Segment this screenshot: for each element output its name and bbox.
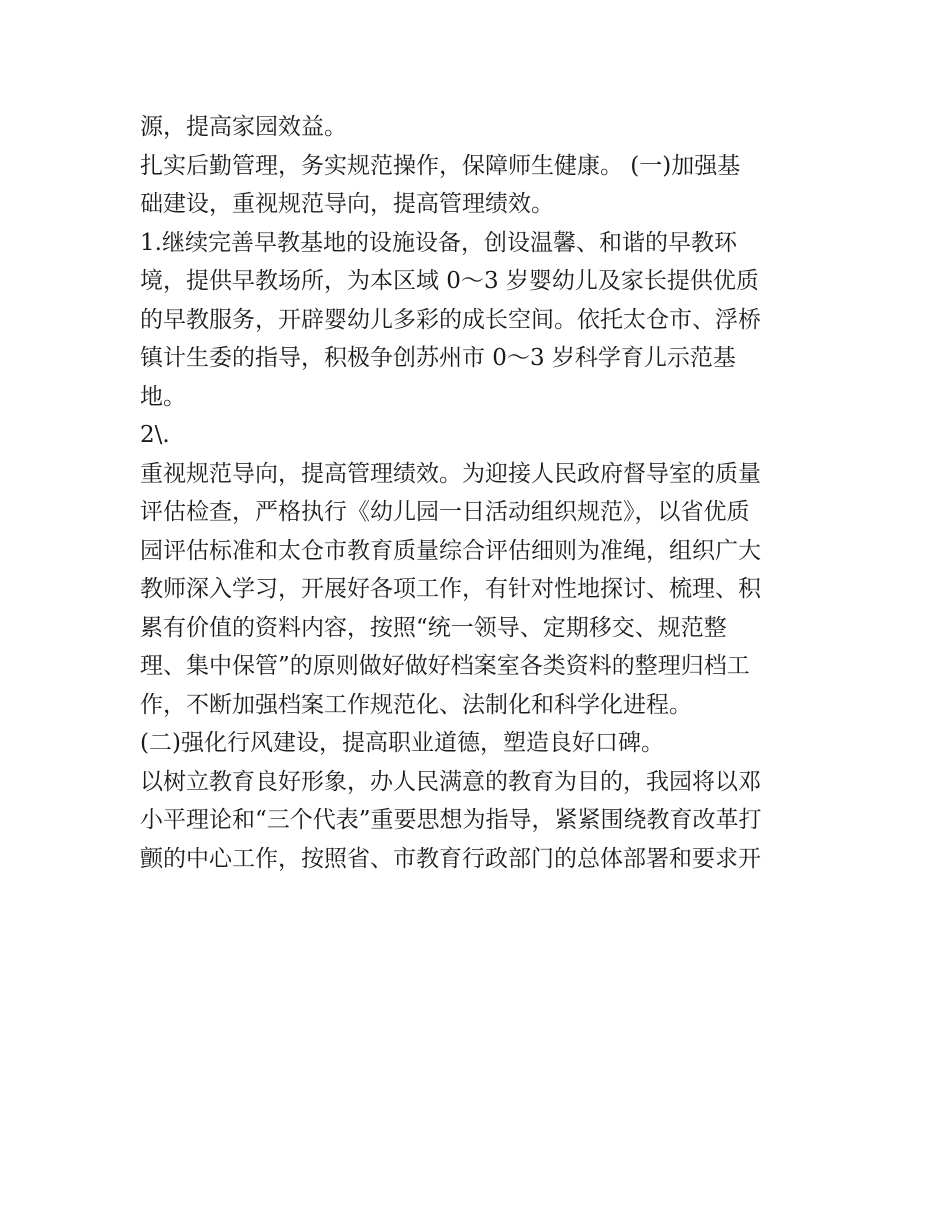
- text-line: 颤的中心工作，按照省、市教育行政部门的总体部署和要求开: [140, 845, 761, 872]
- text-line: 小平理论和“三个代表”重要思想为指导，紧紧围绕教育改革打: [140, 807, 762, 833]
- text-line: 累有价值的资料内容，按照“统一领导、定期移交、规范整: [140, 614, 727, 641]
- text-line: 地。: [140, 383, 186, 410]
- text-line: 2\.: [140, 422, 170, 448]
- text-line: 教师深入学习，开展好各项工作，有针对性地探讨、梳理、积: [140, 576, 761, 602]
- text-line: 1.继续完善早教基地的设施设备，创设温馨、和谐的早教环: [140, 229, 737, 256]
- text-line: 扎实后勤管理，务实规范操作，保障师生健康。 (一)加强基: [140, 152, 741, 179]
- text-line: 镇计生委的指导，积极争创苏州市 0～3 岁科学育儿示范基: [140, 345, 736, 371]
- text-line: 重视规范导向，提高管理绩效。为迎接人民政府督导室的质量: [140, 460, 761, 487]
- text-line: 评估检查，严格执行《幼儿园一日活动组织规范》，以省优质: [140, 499, 750, 525]
- text-line: 理、集中保管”的原则做好做好档案室各类资料的整理归档工: [140, 653, 750, 679]
- document-body: [140, 108, 830, 878]
- text-line: (二)强化行风建设，提高职业道德，塑造良好口碑。: [140, 730, 664, 756]
- text-line: 源，提高家园效益。: [140, 114, 347, 140]
- text-line: 础建设，重视规范导向，提高管理绩效。: [140, 191, 554, 217]
- text-line: 境，提供早教场所，为本区域 0～3 岁婴幼儿及家长提供优质: [140, 268, 759, 294]
- text-line: 园评估标准和太仓市教育质量综合评估细则为准绳，组织广大: [140, 537, 761, 564]
- text-line: 作，不断加强档案工作规范化、法制化和科学化进程。: [140, 691, 692, 718]
- text-line: 的早教服务，开辟婴幼儿多彩的成长空间。依托太仓市、浮桥: [140, 306, 761, 333]
- text-line: 以树立教育良好形象，办人民满意的教育为目的，我园将以邓: [140, 768, 761, 795]
